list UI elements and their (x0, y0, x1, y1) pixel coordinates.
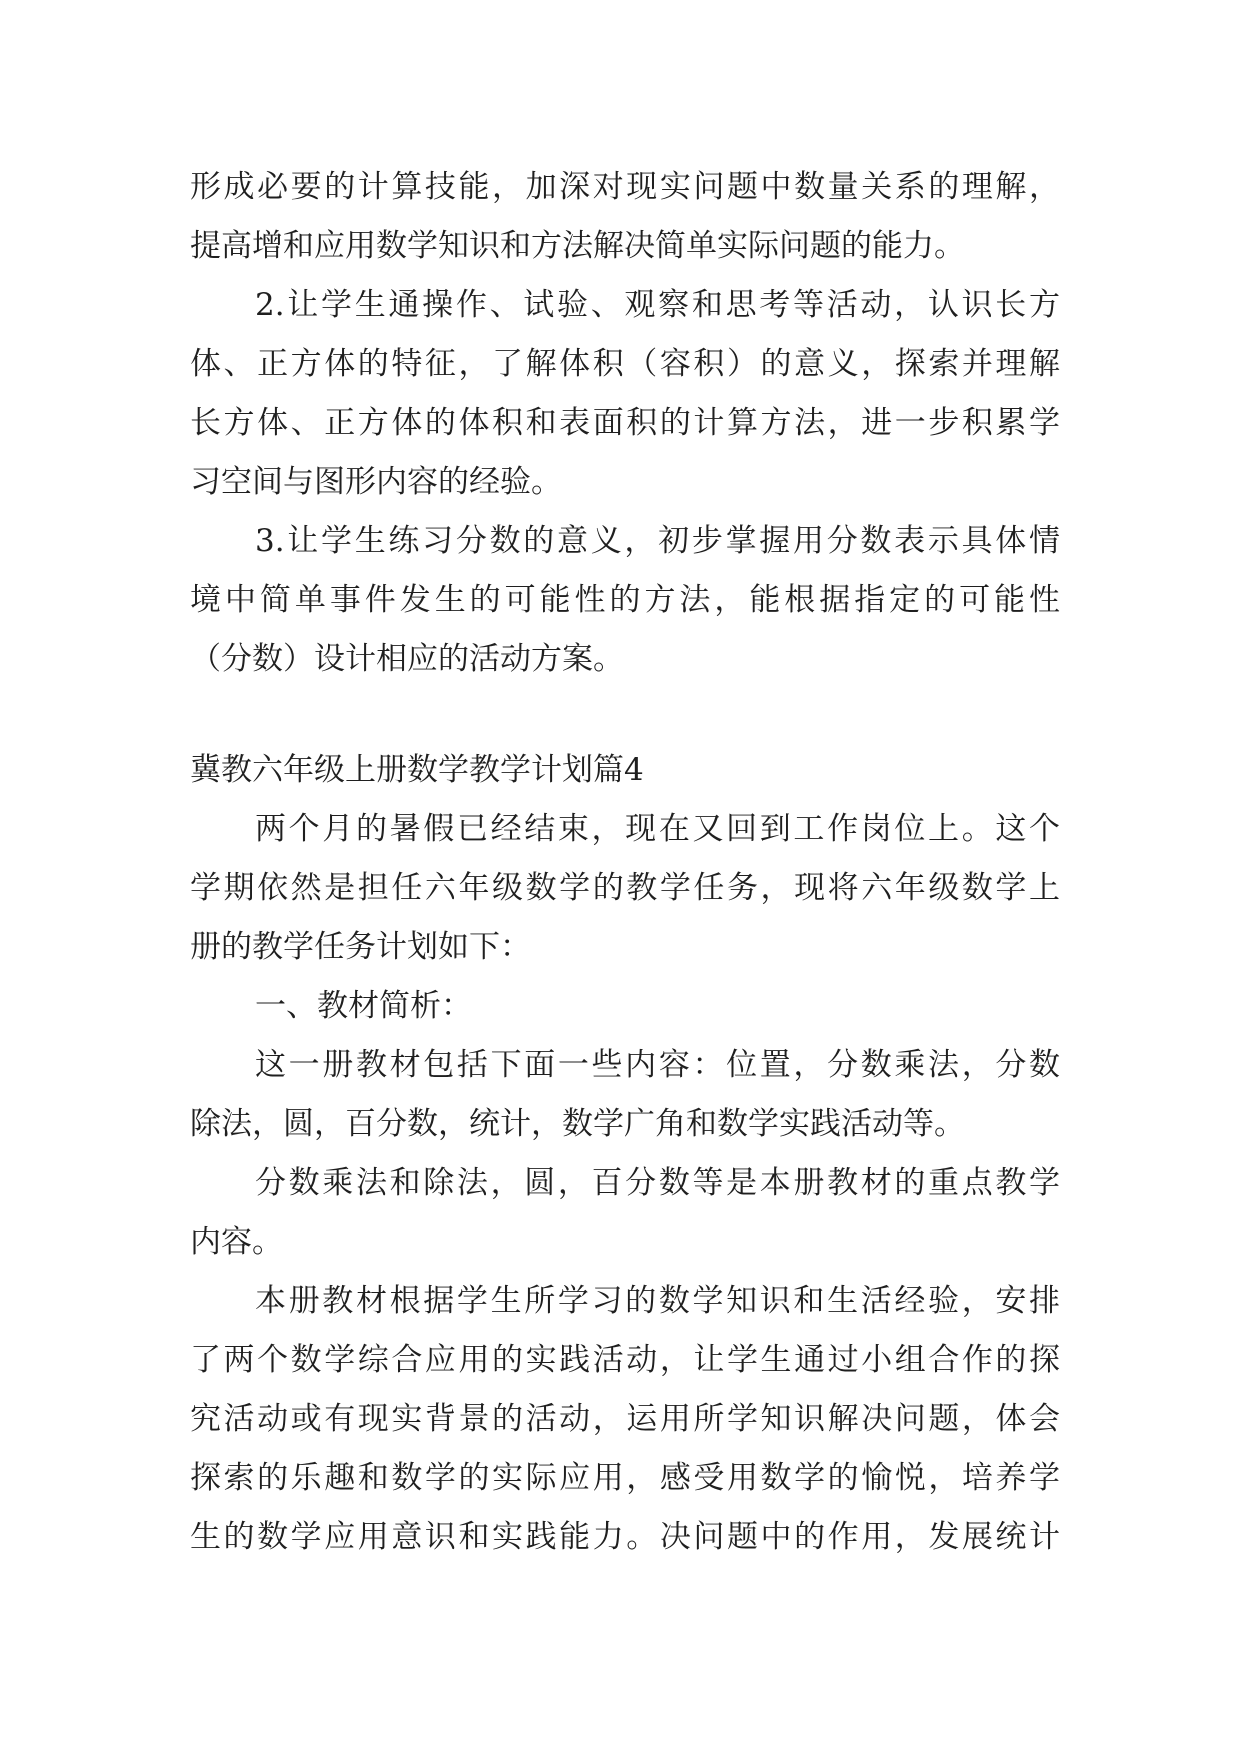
paragraph-activities (190, 1272, 1060, 1567)
text-line: 生的数学应用意识和实践能力。决问题中的作用，发展统计 (190, 1519, 1060, 1555)
paragraph-objective-3 (190, 512, 1060, 689)
text-line: （分数）设计相应的活动方案。 (190, 641, 624, 677)
text-line: 这一册教材包括下面一些内容：位置，分数乘法，分数 (255, 1047, 1060, 1083)
text-line: 内容。 (190, 1224, 283, 1260)
text-line: 形成必要的计算技能，加深对现实问题中数量关系的理解， (190, 169, 1060, 205)
text-line: 究活动或有现实背景的活动，运用所学知识解决问题，体会 (190, 1401, 1060, 1437)
text-line: 习空间与图形内容的经验。 (190, 464, 562, 500)
paragraph-subheading (190, 977, 1060, 1036)
section-title: 冀教六年级上册数学教学计划篇4 (190, 752, 644, 788)
paragraph-key-content (190, 1154, 1060, 1272)
text-line: 学期依然是担任六年级数学的教学任务，现将六年级数学上 (190, 870, 1060, 906)
text-line: 册的教学任务计划如下： (190, 929, 531, 965)
text-line: 除法，圆，百分数，统计，数学广角和数学实践活动等。 (190, 1106, 965, 1142)
text-line: 2.让学生通操作、试验、观察和思考等活动，认识长方 (255, 287, 1060, 323)
subheading-text: 一、教材简析： (255, 988, 472, 1024)
text-line: 长方体、正方体的体积和表面积的计算方法，进一步积累学 (190, 405, 1060, 441)
section-spacer (190, 689, 1060, 741)
text-line: 提高增和应用数学知识和方法解决简单实际问题的能力。 (190, 228, 965, 264)
text-line: 分数乘法和除法，圆，百分数等是本册教材的重点教学 (255, 1165, 1060, 1201)
text-line: 两个月的暑假已经结束，现在又回到工作岗位上。这个 (255, 811, 1060, 847)
paragraph-contents (190, 1036, 1060, 1154)
text-line: 3.让学生练习分数的意义，初步掌握用分数表示具体情 (255, 523, 1060, 559)
paragraph-objective-2 (190, 276, 1060, 512)
text-line: 了两个数学综合应用的实践活动，让学生通过小组合作的探 (190, 1342, 1060, 1378)
text-line: 体、正方体的特征，了解体积（容积）的意义，探索并理解 (190, 346, 1060, 382)
text-line: 境中简单事件发生的可能性的方法，能根据指定的可能性 (190, 582, 1060, 618)
document-body (190, 158, 1060, 1567)
text-line: 探索的乐趣和数学的实际应用，感受用数学的愉悦，培养学 (190, 1460, 1060, 1496)
paragraph-intro (190, 800, 1060, 977)
paragraph-continuation (190, 158, 1060, 276)
text-line: 本册教材根据学生所学习的数学知识和生活经验，安排 (255, 1283, 1060, 1319)
